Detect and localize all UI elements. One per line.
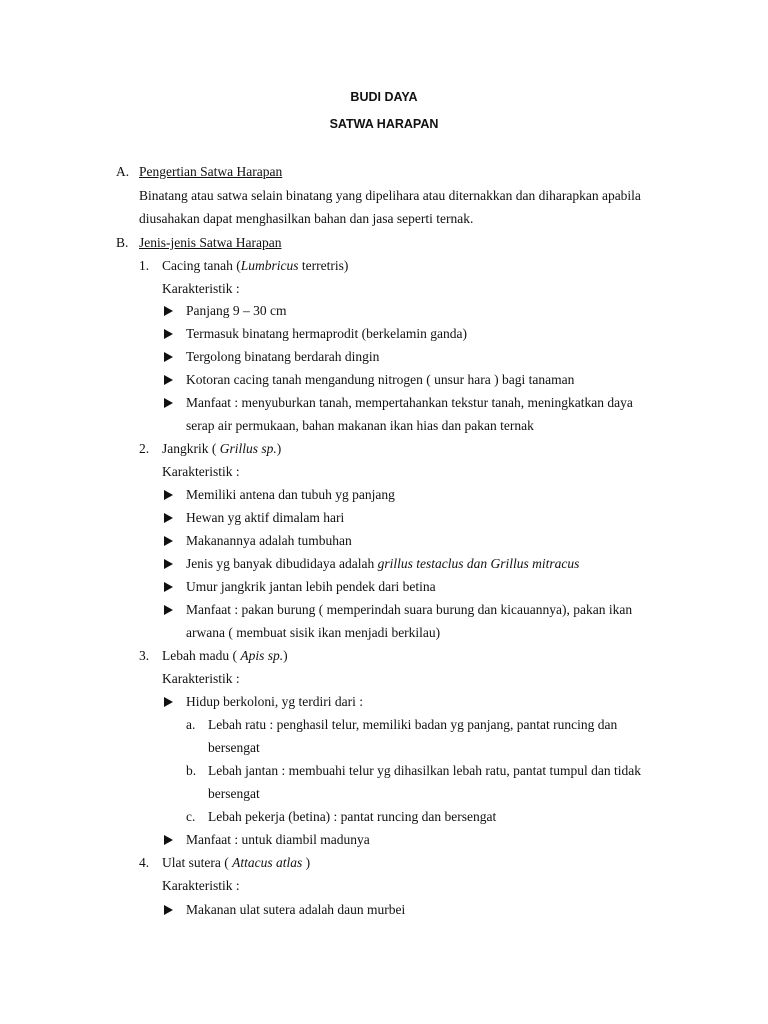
item2-bullet6-line2: arwana ( membuat sisik ikan menjadi berkilau) [186, 625, 441, 640]
item1-bullet5-line2: serap air permukaan, bahan makanan ikan hias dan pakan ternak [186, 418, 534, 433]
arrow-bullet-icon [164, 513, 173, 523]
item1-number: 1. [139, 258, 150, 273]
item3-sub-b-line1: Lebah jantan : membuahi telur yg dihasilkan lebah ratu, pantat tumpul dan tidak [208, 763, 642, 778]
item2-bullet6-line1: Manfaat : pakan burung ( memperindah suara burung dan kicauannya), pakan ikan [186, 602, 633, 617]
item4-bullet1: Makanan ulat sutera adalah daun murbei [186, 902, 406, 917]
item3-sub-c-marker: c. [186, 809, 196, 824]
arrow-bullet-icon [164, 329, 173, 339]
item3-sub-a-line2: bersengat [208, 740, 260, 755]
item2-bullet4: Jenis yg banyak dibudidaya adalah grillus testaclus dan Grillus mitracus [186, 556, 580, 571]
arrow-bullet-icon [164, 306, 173, 316]
item3-sub-b-marker: b. [186, 763, 197, 778]
item3-bullet2: Manfaat : untuk diambil madunya [186, 832, 370, 847]
item3-sub-a-line1: Lebah ratu : penghasil telur, memiliki badan yg panjang, pantat runcing dan [208, 717, 618, 732]
item2-bullet3: Makanannya adalah tumbuhan [186, 533, 352, 548]
arrow-bullet-icon [164, 490, 173, 500]
item1-title: Cacing tanah (Lumbricus terretris) [162, 258, 349, 273]
arrow-bullet-icon [164, 536, 173, 546]
item3-bullet1: Hidup berkoloni, yg terdiri dari : [186, 694, 363, 709]
item3-sub-a-marker: a. [186, 717, 196, 732]
item4-title: Ulat sutera ( Attacus atlas ) [162, 855, 311, 870]
doc-title-line2: SATWA HARAPAN [329, 117, 439, 131]
item1-karakteristik: Karakteristik : [162, 281, 240, 296]
section-a-para-line1: Binatang atau satwa selain binatang yang dipelihara atau diternakkan dan diharapkan apabila [139, 188, 641, 203]
item1-bullet4: Kotoran cacing tanah mengandung nitrogen ( unsur hara ) bagi tanaman [186, 372, 575, 387]
section-a-marker: A. [116, 164, 130, 179]
item2-number: 2. [139, 441, 150, 456]
item1-bullet2: Termasuk binatang hermaprodit (berkelamin ganda) [186, 326, 467, 341]
item1-bullet5-line1: Manfaat : menyuburkan tanah, mempertahankan tekstur tanah, meningkatkan daya [186, 395, 633, 410]
arrow-bullet-icon [164, 398, 173, 408]
item3-title: Lebah madu ( Apis sp.) [162, 648, 288, 663]
arrow-bullet-icon [164, 352, 173, 362]
item3-karakteristik: Karakteristik : [162, 671, 240, 686]
item2-karakteristik: Karakteristik : [162, 464, 240, 479]
arrow-bullet-icon [164, 605, 173, 615]
item2-bullet5: Umur jangkrik jantan lebih pendek dari betina [186, 579, 436, 594]
item2-title: Jangkrik ( Grillus sp.) [162, 441, 282, 456]
section-b-marker: B. [116, 235, 129, 250]
item3-sub-c-line1: Lebah pekerja (betina) : pantat runcing dan bersengat [208, 809, 497, 824]
item2-bullet1: Memiliki antena dan tubuh yg panjang [186, 487, 395, 502]
item4-karakteristik: Karakteristik : [162, 878, 240, 893]
arrow-bullet-icon [164, 559, 173, 569]
item2-bullet2: Hewan yg aktif dimalam hari [186, 510, 345, 525]
item4-number: 4. [139, 855, 150, 870]
section-a-heading: Pengertian Satwa Harapan [139, 164, 283, 179]
item3-sub-b-line2: bersengat [208, 786, 260, 801]
arrow-bullet-icon [164, 375, 173, 385]
doc-title-line1: BUDI DAYA [350, 90, 418, 104]
arrow-bullet-icon [164, 582, 173, 592]
item1-bullet3: Tergolong binatang berdarah dingin [186, 349, 380, 364]
arrow-bullet-icon [164, 835, 173, 845]
item1-bullet1: Panjang 9 – 30 cm [186, 303, 287, 318]
arrow-bullet-icon [164, 905, 173, 915]
item3-number: 3. [139, 648, 150, 663]
section-b-heading: Jenis-jenis Satwa Harapan [139, 235, 282, 250]
section-a-para-line2: diusahakan dapat menghasilkan bahan dan jasa seperti ternak. [139, 211, 474, 226]
arrow-bullet-icon [164, 697, 173, 707]
